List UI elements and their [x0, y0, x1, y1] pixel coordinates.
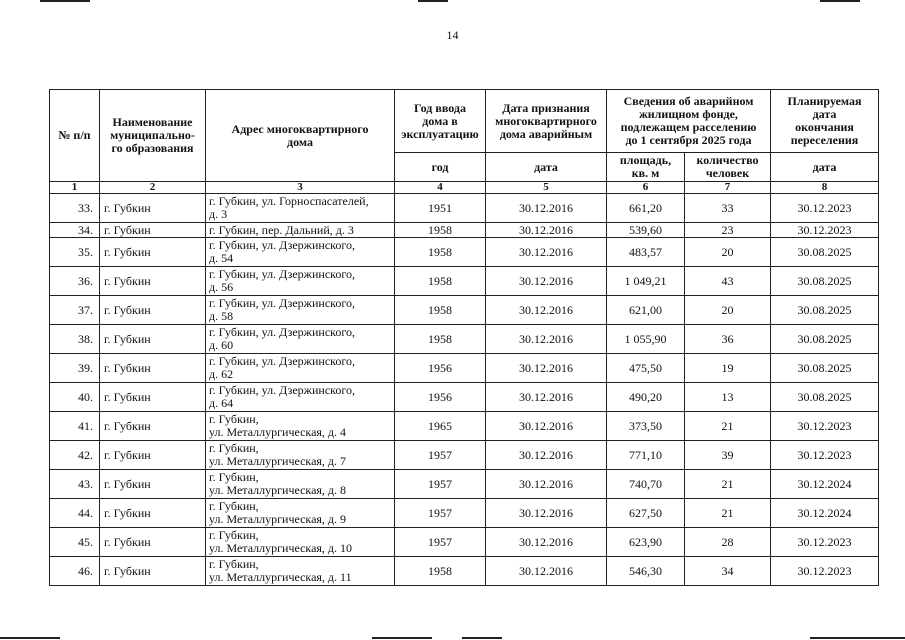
row-number: 37. [50, 296, 100, 325]
scan-mark-bottom-left [0, 637, 60, 639]
column-index: 1 [50, 182, 100, 194]
people-cell: 21 [685, 499, 771, 528]
column-index: 5 [486, 182, 607, 194]
year-cell: 1957 [395, 441, 486, 470]
municipality-cell: г. Губкин [100, 325, 206, 354]
planned-date-cell: 30.12.2024 [771, 499, 879, 528]
column-index: 8 [771, 182, 879, 194]
table-row [50, 267, 879, 296]
year-cell: 1957 [395, 528, 486, 557]
row-number: 34. [50, 223, 100, 238]
recognition-date-cell: 30.12.2016 [486, 267, 607, 296]
people-cell: 34 [685, 557, 771, 586]
table-row [50, 296, 879, 325]
table-row [50, 354, 879, 383]
people-cell: 28 [685, 528, 771, 557]
recognition-date-cell: 30.12.2016 [486, 557, 607, 586]
subheader-year: год [395, 153, 486, 182]
recognition-date-cell: 30.12.2016 [486, 528, 607, 557]
people-cell: 21 [685, 412, 771, 441]
planned-date-cell: 30.12.2023 [771, 223, 879, 238]
year-cell: 1958 [395, 557, 486, 586]
people-cell: 19 [685, 354, 771, 383]
address-cell: г. Губкин, ул. Металлургическая, д. 8 [206, 470, 395, 499]
column-index: 6 [607, 182, 685, 194]
table-body [50, 194, 879, 586]
recognition-date-cell: 30.12.2016 [486, 325, 607, 354]
municipality-cell: г. Губкин [100, 267, 206, 296]
municipality-cell: г. Губкин [100, 441, 206, 470]
year-cell: 1965 [395, 412, 486, 441]
area-cell: 661,20 [607, 194, 685, 223]
recognition-date-cell: 30.12.2016 [486, 238, 607, 267]
recognition-date-cell: 30.12.2016 [486, 470, 607, 499]
table-row [50, 528, 879, 557]
table-row [50, 325, 879, 354]
planned-date-cell: 30.12.2023 [771, 557, 879, 586]
area-cell: 475,50 [607, 354, 685, 383]
housing-table [49, 89, 879, 586]
address-cell: г. Губкин, ул. Металлургическая, д. 4 [206, 412, 395, 441]
scan-mark-top-left [40, 0, 90, 2]
table-row [50, 412, 879, 441]
table-row [50, 470, 879, 499]
year-cell: 1956 [395, 354, 486, 383]
table-row [50, 194, 879, 223]
year-cell: 1956 [395, 383, 486, 412]
municipality-cell: г. Губкин [100, 412, 206, 441]
people-cell: 36 [685, 325, 771, 354]
people-cell: 23 [685, 223, 771, 238]
scan-mark-top-right [820, 0, 860, 2]
column-index: 7 [685, 182, 771, 194]
table-row [50, 499, 879, 528]
people-cell: 21 [685, 470, 771, 499]
planned-date-cell: 30.08.2025 [771, 296, 879, 325]
row-number: 44. [50, 499, 100, 528]
row-number: 46. [50, 557, 100, 586]
header-address: Адрес многоквартирного дома [206, 90, 395, 182]
planned-date-cell: 30.08.2025 [771, 238, 879, 267]
municipality-cell: г. Губкин [100, 238, 206, 267]
municipality-cell: г. Губкин [100, 557, 206, 586]
municipality-cell: г. Губкин [100, 528, 206, 557]
table-row [50, 238, 879, 267]
recognition-date-cell: 30.12.2016 [486, 441, 607, 470]
address-cell: г. Губкин, ул. Металлургическая, д. 9 [206, 499, 395, 528]
planned-date-cell: 30.12.2024 [771, 470, 879, 499]
subheader-date: дата [486, 153, 607, 182]
address-cell: г. Губкин, ул. Дзержинского, д. 62 [206, 354, 395, 383]
address-cell: г. Губкин, ул. Металлургическая, д. 10 [206, 528, 395, 557]
people-cell: 39 [685, 441, 771, 470]
subheader-people: количество человек [685, 153, 771, 182]
area-cell: 539,60 [607, 223, 685, 238]
year-cell: 1958 [395, 296, 486, 325]
header-emergency-info: Сведения об аварийном жилищном фонде, подлежащем расселению до 1 сентября 2025 года [607, 90, 771, 153]
planned-date-cell: 30.12.2023 [771, 412, 879, 441]
recognition-date-cell: 30.12.2016 [486, 383, 607, 412]
header-num: № п/п [50, 90, 100, 182]
header-recognition-date: Дата признания многоквартирного дома аварийным [486, 90, 607, 153]
scan-mark-bottom-mid2 [462, 637, 502, 639]
municipality-cell: г. Губкин [100, 194, 206, 223]
people-cell: 33 [685, 194, 771, 223]
year-cell: 1958 [395, 267, 486, 296]
planned-date-cell: 30.12.2023 [771, 528, 879, 557]
header-year: Год ввода дома в эксплуатацию [395, 90, 486, 153]
recognition-date-cell: 30.12.2016 [486, 194, 607, 223]
area-cell: 373,50 [607, 412, 685, 441]
year-cell: 1951 [395, 194, 486, 223]
column-index: 3 [206, 182, 395, 194]
area-cell: 740,70 [607, 470, 685, 499]
planned-date-cell: 30.12.2023 [771, 194, 879, 223]
people-cell: 20 [685, 296, 771, 325]
area-cell: 623,90 [607, 528, 685, 557]
area-cell: 621,00 [607, 296, 685, 325]
year-cell: 1958 [395, 238, 486, 267]
area-cell: 771,10 [607, 441, 685, 470]
address-cell: г. Губкин, ул. Металлургическая, д. 11 [206, 557, 395, 586]
recognition-date-cell: 30.12.2016 [486, 499, 607, 528]
address-cell: г. Губкин, ул. Дзержинского, д. 56 [206, 267, 395, 296]
recognition-date-cell: 30.12.2016 [486, 223, 607, 238]
row-number: 41. [50, 412, 100, 441]
area-cell: 627,50 [607, 499, 685, 528]
planned-date-cell: 30.12.2023 [771, 441, 879, 470]
scan-mark-top-mid [418, 0, 448, 2]
planned-date-cell: 30.08.2025 [771, 325, 879, 354]
column-index: 4 [395, 182, 486, 194]
row-number: 38. [50, 325, 100, 354]
recognition-date-cell: 30.12.2016 [486, 412, 607, 441]
table-row [50, 383, 879, 412]
year-cell: 1957 [395, 499, 486, 528]
area-cell: 546,30 [607, 557, 685, 586]
row-number: 43. [50, 470, 100, 499]
subheader-area: площадь, кв. м [607, 153, 685, 182]
table-row [50, 223, 879, 238]
year-cell: 1958 [395, 325, 486, 354]
header-municipality: Наименование муниципально- го образования [100, 90, 206, 182]
row-number: 42. [50, 441, 100, 470]
recognition-date-cell: 30.12.2016 [486, 296, 607, 325]
municipality-cell: г. Губкин [100, 223, 206, 238]
subheader-planned-date: дата [771, 153, 879, 182]
column-index: 2 [100, 182, 206, 194]
year-cell: 1958 [395, 223, 486, 238]
area-cell: 1 049,21 [607, 267, 685, 296]
row-number: 45. [50, 528, 100, 557]
municipality-cell: г. Губкин [100, 470, 206, 499]
planned-date-cell: 30.08.2025 [771, 383, 879, 412]
address-cell: г. Губкин, ул. Дзержинского, д. 54 [206, 238, 395, 267]
address-cell: г. Губкин, ул. Дзержинского, д. 58 [206, 296, 395, 325]
header-planned-date: Планируемая дата окончания переселения [771, 90, 879, 153]
address-cell: г. Губкин, ул. Металлургическая, д. 7 [206, 441, 395, 470]
municipality-cell: г. Губкин [100, 499, 206, 528]
area-cell: 490,20 [607, 383, 685, 412]
municipality-cell: г. Губкин [100, 296, 206, 325]
area-cell: 1 055,90 [607, 325, 685, 354]
address-cell: г. Губкин, пер. Дальний, д. 3 [206, 223, 395, 238]
people-cell: 43 [685, 267, 771, 296]
column-index-row [50, 182, 879, 194]
recognition-date-cell: 30.12.2016 [486, 354, 607, 383]
row-number: 39. [50, 354, 100, 383]
area-cell: 483,57 [607, 238, 685, 267]
planned-date-cell: 30.08.2025 [771, 354, 879, 383]
row-number: 36. [50, 267, 100, 296]
scan-mark-bottom-mid [372, 637, 432, 639]
municipality-cell: г. Губкин [100, 354, 206, 383]
table-row [50, 441, 879, 470]
municipality-cell: г. Губкин [100, 383, 206, 412]
people-cell: 20 [685, 238, 771, 267]
planned-date-cell: 30.08.2025 [771, 267, 879, 296]
page-number: 14 [446, 28, 459, 42]
people-cell: 13 [685, 383, 771, 412]
year-cell: 1957 [395, 470, 486, 499]
scan-mark-bottom-right [810, 637, 905, 639]
table-row [50, 557, 879, 586]
address-cell: г. Губкин, ул. Горноспасателей, д. 3 [206, 194, 395, 223]
row-number: 33. [50, 194, 100, 223]
address-cell: г. Губкин, ул. Дзержинского, д. 60 [206, 325, 395, 354]
row-number: 40. [50, 383, 100, 412]
address-cell: г. Губкин, ул. Дзержинского, д. 64 [206, 383, 395, 412]
row-number: 35. [50, 238, 100, 267]
